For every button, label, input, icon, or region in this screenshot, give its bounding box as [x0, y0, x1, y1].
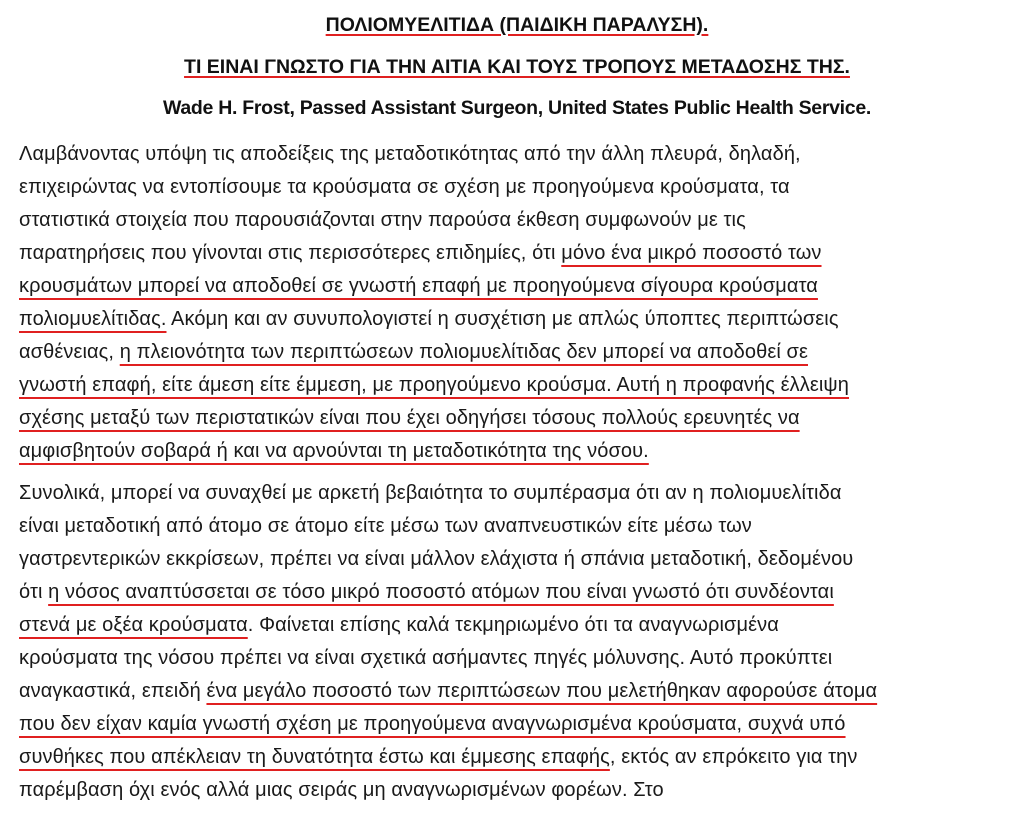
paragraph-line: ότι η νόσος αναπτύσσεται σε τόσο μικρό ποσοστό ατόμων που είναι γνωστό ότι συνδέονται	[19, 581, 834, 603]
paragraph-line: στενά με οξέα κρούσματα. Φαίνεται επίσης καλά τεκμηριωμένο ότι τα αναγνωρισμένα	[19, 614, 779, 636]
paragraph-line: αναγκαστικά, επειδή ένα μεγάλο ποσοστό των περιπτώσεων που μελετήθηκαν αφορούσε άτομα	[19, 680, 878, 702]
title-line-1: ΠΟΛΙΟΜΥΕΛΙΤΙΔΑ (ΠΑΙΔΙΚΗ ΠΑΡΑΛΥΣΗ).	[325, 14, 709, 36]
title-line-2: ΤΙ ΕΙΝΑΙ ΓΝΩΣΤΟ ΓΙΑ ΤΗΝ ΑΙΤΙΑ ΚΑΙ ΤΟΥΣ ΤΡΟΠΟΥΣ ΜΕΤΑΔΟΣΗΣ ΤΗΣ.	[184, 56, 850, 78]
highlighted-phrase: η νόσος αναπτύσσεται σε τόσο μικρό ποσοστό ατόμων που είναι γνωστό ότι συνδέονται	[48, 581, 834, 603]
highlighted-phrase: που δεν είχαν καμία γνωστή σχέση με προηγούμενα αναγνωρισμένα κρούσματα, συχνά υπό	[19, 713, 846, 735]
paragraph-line	[19, 374, 849, 397]
paragraph-line	[19, 440, 649, 463]
paragraph-line: παρατηρήσεις που γίνονται στις περισσότερες επιδημίες, ότι μόνο ένα μικρό ποσοστό των	[19, 242, 822, 264]
paragraph-line: Λαμβάνοντας υπόψη τις αποδείξεις της μεταδοτικότητας από την άλλη πλευρά, δηλαδή,	[19, 143, 801, 165]
highlighted-phrase: αμφισβητούν σοβαρά ή και να αρνούνται τη μεταδοτικότητα της νόσου.	[19, 440, 649, 462]
paragraph-line: παρέμβαση όχι ενός αλλά μιας σειράς μη αναγνωρισμένων φορέων. Στο	[19, 779, 664, 801]
highlighted-phrase: μόνο ένα μικρό ποσοστό των	[561, 242, 822, 264]
paragraph-line: κρούσματα της νόσου πρέπει να είναι σχετικά ασήμαντες πηγές μόλυνσης. Αυτό προκύπτει	[19, 647, 833, 669]
highlighted-phrase: πολιομυελίτιδας.	[19, 308, 167, 330]
paragraph-line: είναι μεταδοτική από άτομο σε άτομο είτε μέσω των αναπνευστικών είτε μέσω των	[19, 515, 752, 537]
highlighted-phrase: συνθήκες που απέκλειαν τη δυνατότητα έστω και έμμεσης επαφής	[19, 746, 610, 768]
highlighted-phrase: ένα μεγάλο ποσοστό των περιπτώσεων που μελετήθηκαν αφορούσε άτομα	[206, 680, 878, 702]
paragraph-line	[19, 275, 818, 298]
highlighted-phrase: κρουσμάτων μπορεί να αποδοθεί σε γνωστή επαφή με προηγούμενα σίγουρα κρούσματα	[19, 275, 818, 297]
paragraph-line	[19, 713, 846, 736]
author-line: Wade H. Frost, Passed Assistant Surgeon, United States Public Health Service.	[163, 97, 871, 119]
paragraph-line: Συνολικά, μπορεί να συναχθεί με αρκετή βεβαιότητα το συμπέρασμα ότι αν η πολιομυελίτιδα	[19, 482, 842, 504]
paragraph-line: πολιομυελίτιδας. Ακόμη και αν συνυπολογιστεί η συσχέτιση με απλώς ύποπτες περιπτώσεις	[19, 308, 839, 330]
paragraph-line: επιχειρώντας να εντοπίσουμε τα κρούσματα σε σχέση με προηγούμενα κρούσματα, τα	[19, 176, 790, 198]
highlighted-phrase: η πλειονότητα των περιπτώσεων πολιομυελίτιδας δεν μπορεί να αποδοθεί σε	[119, 341, 808, 363]
paragraph-line	[19, 407, 800, 430]
highlighted-phrase: σχέσης μεταξύ των περιστατικών είναι που έχει οδηγήσει τόσους πολλούς ερευνητές να	[19, 407, 800, 429]
paragraph-line: γαστρεντερικών εκκρίσεων, πρέπει να είναι μάλλον ελάχιστα ή σπάνια μεταδοτική, δεδομένου	[19, 548, 854, 570]
paragraph-line: στατιστικά στοιχεία που παρουσιάζονται στην παρούσα έκθεση συμφωνούν με τις	[19, 209, 746, 231]
highlighted-phrase: στενά με οξέα κρούσματα	[19, 614, 248, 636]
highlighted-phrase: γνωστή επαφή, είτε άμεση είτε έμμεση, με προηγούμενο κρούσμα. Αυτή η προφανής έλλειψη	[19, 374, 850, 396]
paragraph-line: ασθένειας, η πλειονότητα των περιπτώσεων πολιομυελίτιδας δεν μπορεί να αποδοθεί σε	[19, 341, 808, 363]
paragraph-line: συνθήκες που απέκλειαν τη δυνατότητα έστω και έμμεσης επαφής, εκτός αν επρόκειτο για την	[19, 746, 858, 768]
